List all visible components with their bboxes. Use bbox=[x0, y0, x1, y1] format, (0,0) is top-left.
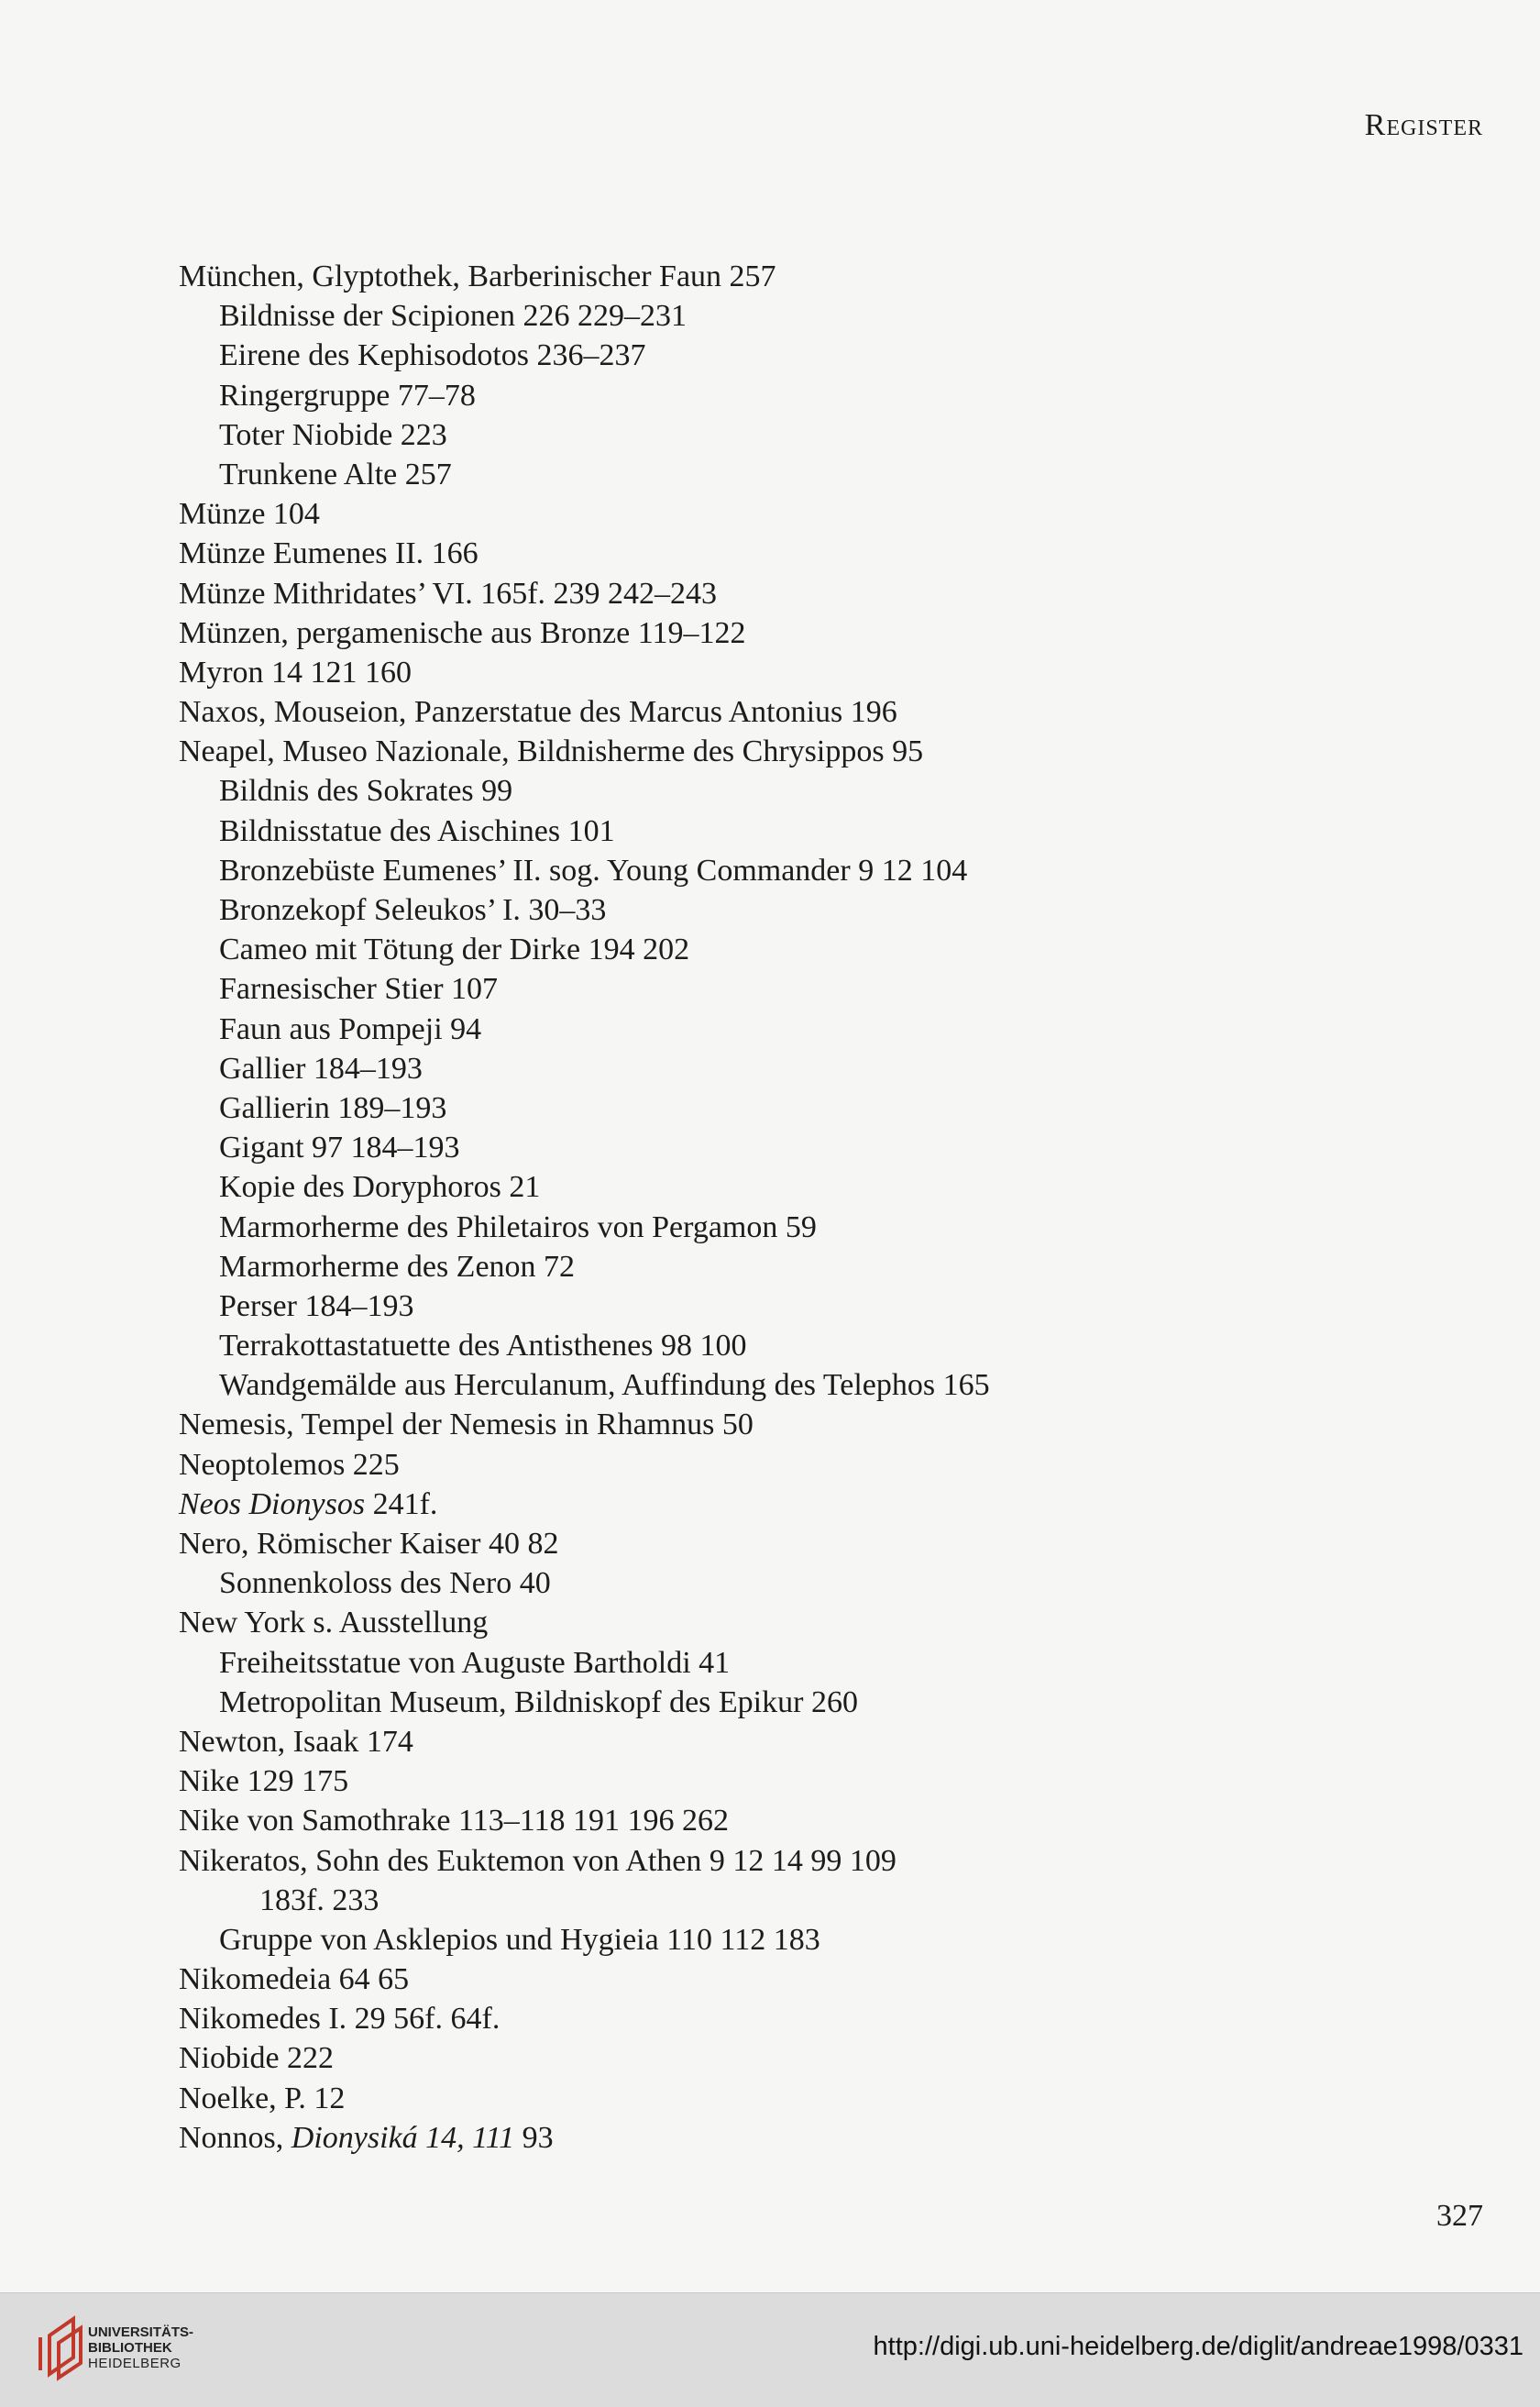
entry-text: Myron 14 121 160 bbox=[179, 655, 412, 690]
entry-text: Farnesischer Stier 107 bbox=[219, 972, 499, 1007]
entry-text: Kopie des Doryphoros 21 bbox=[219, 1170, 541, 1205]
index-entry bbox=[179, 1761, 1279, 1801]
index-entry bbox=[179, 2038, 1279, 2078]
index-subentry bbox=[179, 771, 1279, 811]
index-subentry bbox=[179, 415, 1279, 455]
entry-text: Toter Niobide 223 bbox=[219, 417, 447, 452]
index-entry bbox=[179, 2118, 1279, 2158]
index-entry bbox=[179, 494, 1279, 534]
entry-text: Gruppe von Asklepios und Hygieia 110 112 183 bbox=[219, 1922, 820, 1957]
index-entry bbox=[179, 1524, 1279, 1563]
index-subentry bbox=[179, 1128, 1279, 1167]
entry-text: Bildnisse der Scipionen 226 229–231 bbox=[219, 299, 687, 334]
index-subentry bbox=[179, 930, 1279, 969]
running-header: Register bbox=[1364, 108, 1483, 142]
index-subentry bbox=[179, 296, 1279, 336]
index-subentry bbox=[179, 336, 1279, 375]
index-subentry bbox=[179, 969, 1279, 1009]
institution-name bbox=[88, 2324, 193, 2371]
entry-text: Bildnisstatue des Aischines 101 bbox=[219, 813, 615, 848]
index-entry bbox=[179, 692, 1279, 732]
entry-text: Münze 104 bbox=[179, 497, 320, 532]
entry-text: Nemesis, Tempel der Nemesis in Rhamnus 50 bbox=[179, 1408, 754, 1442]
index-subentry bbox=[179, 376, 1279, 415]
entry-text: Newton, Isaak 174 bbox=[179, 1724, 413, 1759]
index-subentry bbox=[179, 1049, 1279, 1088]
entry-text: München, Glyptothek, Barberinischer Faun 257 bbox=[179, 259, 776, 293]
index-entry bbox=[179, 1405, 1279, 1444]
entry-text: Metropolitan Museum, Bildniskopf des Epikur 260 bbox=[219, 1684, 858, 1719]
index-entry bbox=[179, 534, 1279, 573]
entry-text: Terrakottastatuette des Antisthenes 98 100 bbox=[219, 1329, 747, 1364]
entry-text: 183f. 233 bbox=[259, 1883, 380, 1917]
entry-text: Münzen, pergamenische aus Bronze 119–122 bbox=[179, 615, 746, 650]
index-entry bbox=[179, 613, 1279, 653]
index-entry bbox=[179, 257, 1279, 296]
source-url-link[interactable]: http://digi.ub.uni-heidelberg.de/diglit/andreae1998/0331 bbox=[873, 2332, 1524, 2361]
entry-text: Bronzekopf Seleukos’ I. 30–33 bbox=[219, 893, 607, 927]
index-entry bbox=[179, 1445, 1279, 1485]
index-subentry bbox=[179, 1247, 1279, 1286]
index-entry bbox=[179, 1603, 1279, 1642]
entry-text: Ringergruppe 77–78 bbox=[219, 378, 476, 413]
entry-text: Perser 184–193 bbox=[219, 1288, 414, 1323]
entry-text: Trunkene Alte 257 bbox=[219, 457, 452, 491]
institution-line: HEIDELBERG bbox=[88, 2356, 182, 2371]
index-subentry bbox=[179, 1920, 1279, 1960]
index-entry bbox=[179, 653, 1279, 692]
index-subentry bbox=[179, 1563, 1279, 1603]
index-subentry bbox=[179, 455, 1279, 494]
index-subentry bbox=[179, 1365, 1279, 1405]
entry-text: Neoptolemos 225 bbox=[179, 1447, 400, 1482]
index-entry-list bbox=[179, 257, 1279, 2158]
entry-text: New York s. Ausstellung bbox=[179, 1606, 489, 1640]
index-entry bbox=[179, 574, 1279, 613]
entry-text: 93 bbox=[514, 2120, 554, 2155]
index-entry bbox=[179, 1999, 1279, 2038]
entry-text: Münze Eumenes II. 166 bbox=[179, 536, 478, 571]
index-entry bbox=[179, 1485, 1279, 1524]
entry-text: Nikeratos, Sohn des Euktemon von Athen 9 12 14 99 109 bbox=[179, 1843, 896, 1878]
entry-text: Münze Mithridates’ VI. 165f. 239 242–243 bbox=[179, 576, 718, 611]
index-entry bbox=[179, 1960, 1279, 1999]
index-subentry bbox=[179, 1326, 1279, 1365]
entry-text: Nike 129 175 bbox=[179, 1764, 349, 1799]
index-subentry bbox=[179, 812, 1279, 851]
entry-text: Bronzebüste Eumenes’ II. sog. Young Commander 9 12 104 bbox=[219, 853, 968, 888]
entry-text: Wandgemälde aus Herculanum, Auffindung des Telephos 165 bbox=[219, 1368, 990, 1403]
index-entry-continuation bbox=[179, 1881, 1279, 1920]
entry-text: Bildnis des Sokrates 99 bbox=[219, 774, 513, 809]
entry-text: Nikomedes I. 29 56f. 64f. bbox=[179, 2002, 500, 2037]
index-subentry bbox=[179, 1167, 1279, 1207]
entry-text: Noelke, P. 12 bbox=[179, 2081, 346, 2115]
index-subentry bbox=[179, 1643, 1279, 1683]
entry-text: Freiheitsstatue von Auguste Bartholdi 41 bbox=[219, 1645, 731, 1680]
index-entry bbox=[179, 2079, 1279, 2118]
footer-bar bbox=[0, 2292, 1540, 2407]
index-subentry bbox=[179, 890, 1279, 930]
page-number: 327 bbox=[1436, 2199, 1483, 2233]
entry-text: 241f. bbox=[365, 1486, 438, 1521]
entry-prefix: Nonnos, bbox=[179, 2120, 292, 2155]
index-subentry bbox=[179, 1683, 1279, 1722]
entry-text: Niobide 222 bbox=[179, 2041, 335, 2076]
index-subentry bbox=[179, 1010, 1279, 1049]
index-entry bbox=[179, 1801, 1279, 1840]
entry-text: Eirene des Kephisodotos 236–237 bbox=[219, 338, 646, 373]
index-entry bbox=[179, 732, 1279, 771]
entry-text: Faun aus Pompeji 94 bbox=[219, 1011, 482, 1046]
entry-italic-title: Dionysiká 14, 111 bbox=[291, 2120, 515, 2155]
entry-text: Gigant 97 184–193 bbox=[219, 1131, 460, 1165]
entry-text: Marmorherme des Zenon 72 bbox=[219, 1249, 576, 1284]
index-entry bbox=[179, 1722, 1279, 1761]
entry-text: Marmorherme des Philetairos von Pergamon 59 bbox=[219, 1209, 817, 1244]
entry-text: Naxos, Mouseion, Panzerstatue des Marcus Antonius 196 bbox=[179, 695, 897, 730]
index-subentry bbox=[179, 851, 1279, 890]
entry-text: Sonnenkoloss des Nero 40 bbox=[219, 1566, 551, 1601]
entry-italic-title: Neos Dionysos bbox=[179, 1486, 366, 1521]
entry-text: Nike von Samothrake 113–118 191 196 262 bbox=[179, 1804, 729, 1838]
index-subentry bbox=[179, 1208, 1279, 1247]
institution-line: BIBLIOTHEK bbox=[88, 2340, 172, 2356]
index-subentry bbox=[179, 1088, 1279, 1128]
index-entry bbox=[179, 1841, 1279, 1881]
entry-text: Gallierin 189–193 bbox=[219, 1090, 447, 1125]
index-subentry bbox=[179, 1286, 1279, 1326]
entry-text: Cameo mit Tötung der Dirke 194 202 bbox=[219, 933, 690, 967]
entry-text: Nikomedeia 64 65 bbox=[179, 1962, 410, 1997]
entry-text: Nero, Römischer Kaiser 40 82 bbox=[179, 1527, 559, 1561]
institution-line: UNIVERSITÄTS- bbox=[88, 2324, 194, 2340]
entry-text: Neapel, Museo Nazionale, Bildnisherme des Chrysippos 95 bbox=[179, 734, 924, 769]
entry-text: Gallier 184–193 bbox=[219, 1051, 423, 1086]
